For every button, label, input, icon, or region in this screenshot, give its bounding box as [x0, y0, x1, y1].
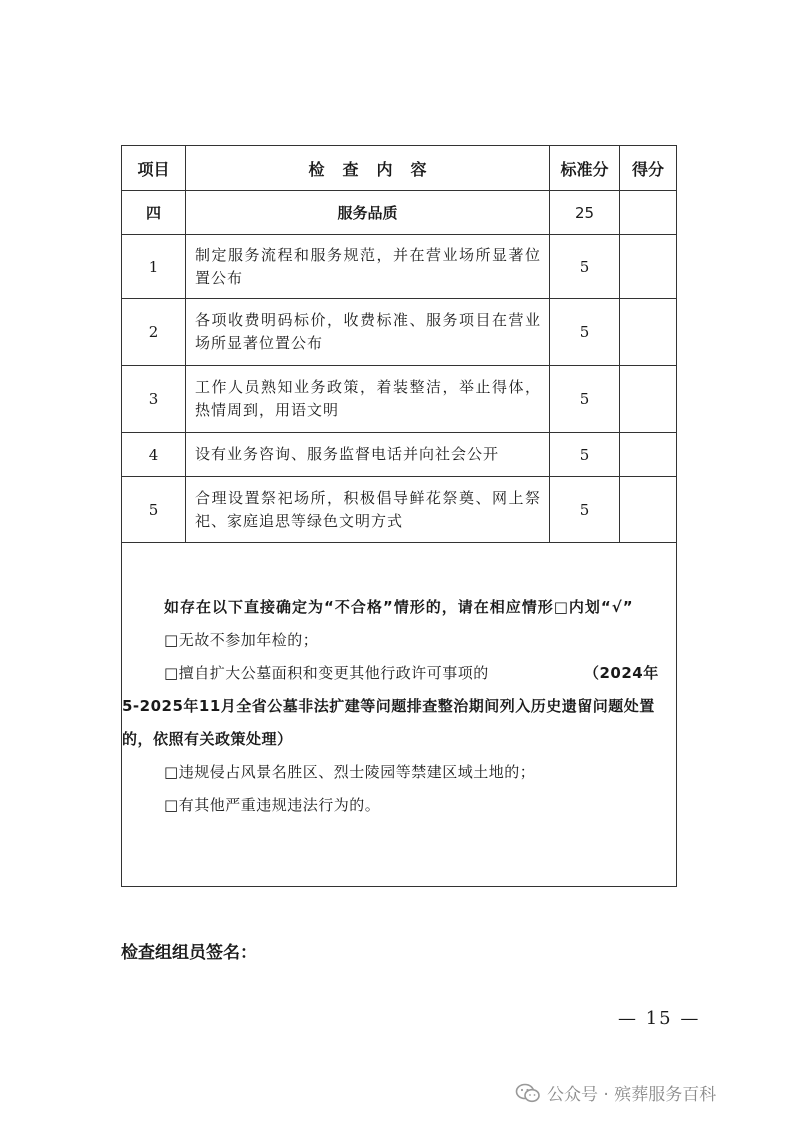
signature-label: 检查组组员签名：	[121, 943, 257, 963]
section-score-cell	[620, 191, 677, 235]
checkbox-2[interactable]: □	[164, 664, 179, 682]
notes-item-1-text: 无故不参加年检的；	[178, 631, 319, 649]
row-points: 5	[550, 433, 620, 477]
section-points: 25	[550, 191, 620, 235]
row-number: 2	[122, 299, 186, 366]
notes-intro: 如存在以下直接确定为“不合格”情形的，请在相应情形□内划“√”	[164, 598, 634, 616]
row-score-cell	[620, 433, 677, 477]
table-row	[122, 235, 677, 299]
table-row	[122, 433, 677, 477]
wechat-icon	[515, 1083, 541, 1103]
row-text: 制定服务流程和服务规范，并在营业场所显著位置公布	[186, 235, 550, 299]
inspection-table	[121, 145, 677, 887]
section-title: 服务品质	[186, 191, 550, 235]
checkbox-1[interactable]: □	[164, 631, 179, 649]
row-points: 5	[550, 299, 620, 366]
row-score-cell	[620, 299, 677, 366]
notes-item-1	[122, 624, 664, 657]
row-number: 5	[122, 477, 186, 543]
checkbox-4[interactable]: □	[164, 796, 179, 814]
row-text: 合理设置祭祀场所，积极倡导鲜花祭奠、网上祭祀、家庭追思等绿色文明方式	[186, 477, 550, 543]
table-row	[122, 366, 677, 433]
checkbox-3[interactable]: □	[164, 763, 179, 781]
row-number: 1	[122, 235, 186, 299]
row-score-cell	[620, 366, 677, 433]
notes-item-2-bold: （2024年5-2025年11月全省公墓非法扩建等问题排查整治期间列入历史遗留问题处置的，依照有关政策处理）	[122, 664, 659, 748]
header-score: 得分	[620, 146, 677, 191]
row-text: 各项收费明码标价，收费标准、服务项目在营业场所显著位置公布	[186, 299, 550, 366]
notes-item-3	[122, 756, 664, 789]
row-points: 5	[550, 477, 620, 543]
table-header-row	[122, 146, 677, 191]
row-text: 设有业务咨询、服务监督电话并向社会公开	[186, 433, 550, 477]
section-row	[122, 191, 677, 235]
page-number: — 15 —	[618, 1008, 701, 1029]
row-score-cell	[620, 477, 677, 543]
notes-item-2-text: 擅自扩大公墓面积和变更其他行政许可事项的	[178, 664, 489, 682]
row-text: 工作人员熟知业务政策，着装整洁，举止得体，热情周到，用语文明	[186, 366, 550, 433]
row-score-cell	[620, 235, 677, 299]
header-item: 项目	[122, 146, 186, 191]
row-number: 3	[122, 366, 186, 433]
notes-row	[122, 543, 677, 887]
disqualification-notes	[122, 543, 677, 887]
header-content: 检查内容	[186, 146, 550, 191]
notes-item-4-text: 有其他严重违规违法行为的。	[178, 796, 381, 814]
row-points: 5	[550, 235, 620, 299]
table-row	[122, 477, 677, 543]
watermark-text: 公众号 · 殡葬服务百科	[547, 1085, 717, 1105]
notes-item-4	[122, 789, 664, 822]
header-standard-score: 标准分	[550, 146, 620, 191]
watermark	[515, 1080, 716, 1105]
row-points: 5	[550, 366, 620, 433]
notes-item-3-text: 违规侵占风景名胜区、烈士陵园等禁建区域土地的；	[178, 763, 536, 781]
row-number: 4	[122, 433, 186, 477]
table-row	[122, 299, 677, 366]
section-number: 四	[122, 191, 186, 235]
